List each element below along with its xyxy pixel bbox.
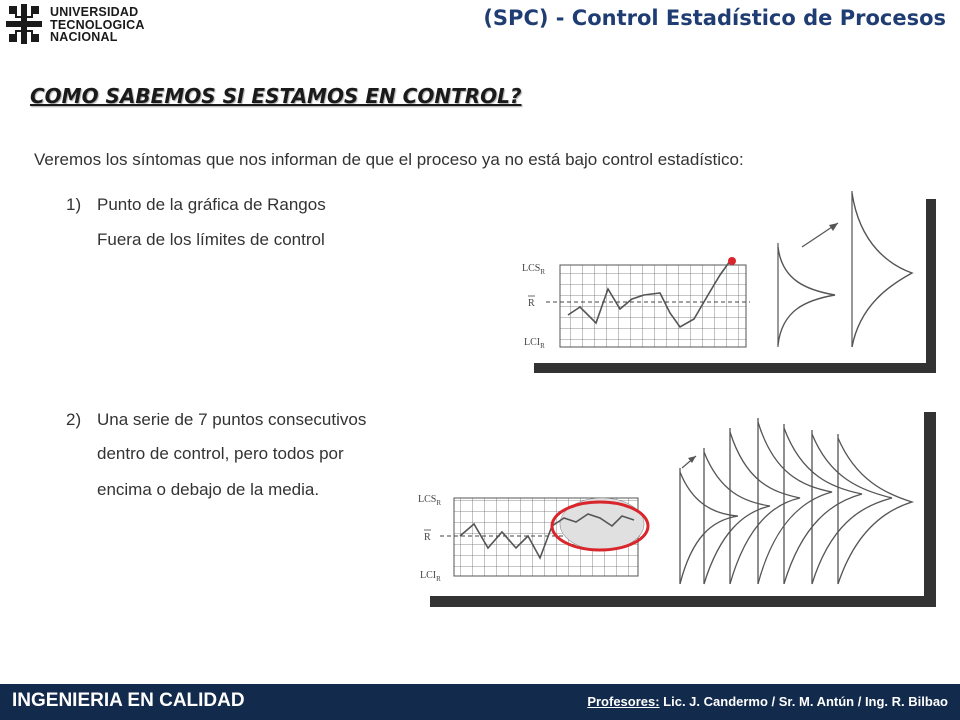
range-chart-figure-2 xyxy=(412,412,940,612)
item-2-line-1: Una serie de 7 puntos consecutivos xyxy=(97,410,367,429)
item-2-number: 2) xyxy=(66,410,82,429)
footer-professors-names: Lic. J. Candermo / Sr. M. Antún / Ing. R. Bilbao xyxy=(659,694,948,709)
item-1-line-1: Punto de la gráfica de Rangos xyxy=(97,195,326,214)
figure-1-r-label: R xyxy=(528,298,535,309)
university-logo xyxy=(6,4,206,48)
figure-1-distribution-large xyxy=(852,193,912,347)
figure-1-wall xyxy=(926,199,936,373)
logo-line-2: TECNOLOGICA xyxy=(50,17,145,32)
figure-2-lcs-label: $LCS_R$ xyxy=(418,494,442,507)
logo-line-1: UNIVERSIDAD xyxy=(50,5,139,19)
range-chart-figure-1 xyxy=(510,185,940,375)
footer-professors-label: Profesores: xyxy=(587,694,660,709)
item-2-line-3: encima o debajo de la media. xyxy=(97,480,320,499)
figure-1-lcs-label: $LCS_R$ xyxy=(522,263,546,276)
figure-1-out-of-control-point xyxy=(728,257,736,265)
logo-line-3: NACIONAL xyxy=(50,30,118,44)
figure-2-lci-label: $LCI_R$ xyxy=(420,570,441,583)
figure-2-wall xyxy=(924,412,936,607)
figure-2-r-label: R xyxy=(424,532,431,543)
footer-course-name: INGENIERIA EN CALIDAD xyxy=(12,690,245,711)
footer-bar xyxy=(0,684,960,720)
footer-professors xyxy=(587,694,948,709)
slide-title: COMO SABEMOS SI ESTAMOS EN CONTROL? xyxy=(30,84,522,108)
header-title: (SPC) - Control Estadístico de Procesos xyxy=(483,6,946,30)
item-2-line-2: dentro de control, pero todos por xyxy=(97,444,344,463)
item-1-number: 1) xyxy=(66,195,82,214)
logo-text xyxy=(50,6,145,44)
item-1-line-2: Fuera de los límites de control xyxy=(97,230,325,249)
figure-2-distributions xyxy=(680,418,912,584)
utn-logo-icon xyxy=(6,4,42,44)
figure-1-base xyxy=(534,363,936,373)
intro-text: Veremos los síntomas que nos informan de que el proceso ya no está bajo control estadístico: xyxy=(34,150,744,169)
figure-1-distribution-small xyxy=(778,247,835,345)
figure-1-lci-label: $LCI_R$ xyxy=(524,337,545,350)
figure-2-base xyxy=(430,596,936,607)
